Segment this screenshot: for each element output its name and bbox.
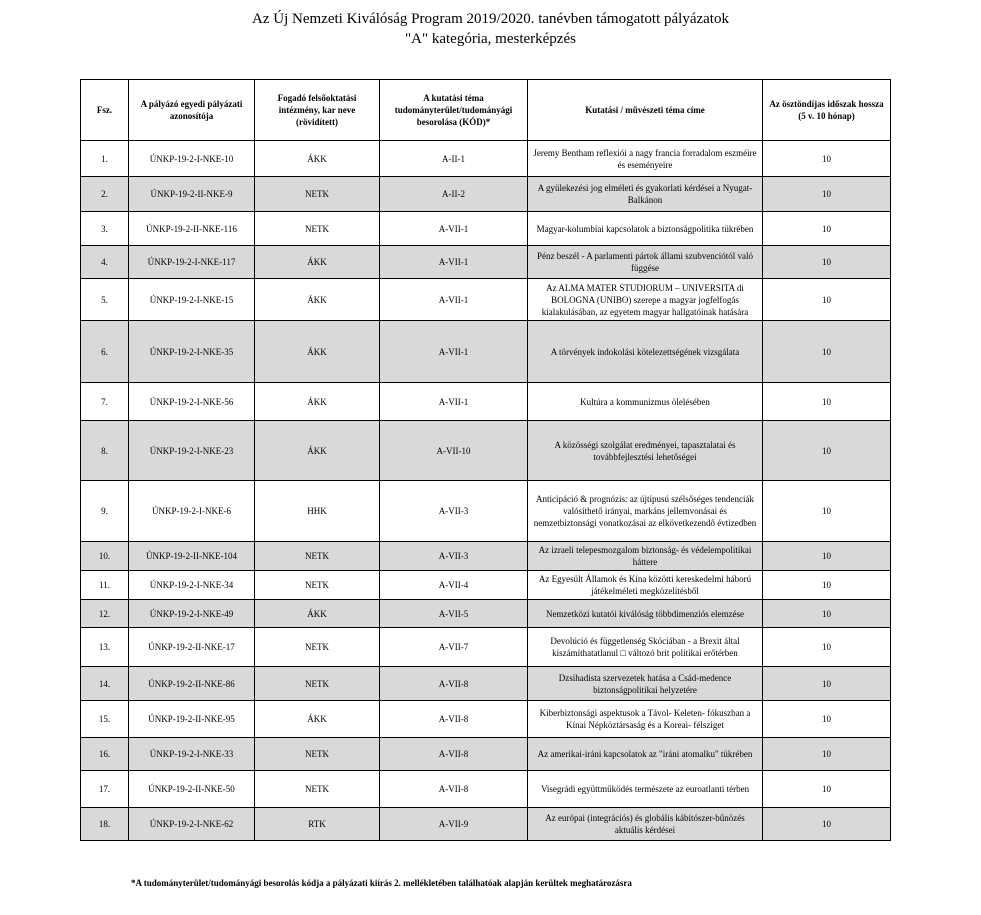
cell-fsz: 10.	[81, 542, 129, 571]
table-row	[81, 771, 891, 808]
cell-institution: ÁKK	[255, 600, 380, 628]
cell-fsz: 6.	[81, 321, 129, 383]
table-row	[81, 628, 891, 667]
cell-fsz: 2.	[81, 177, 129, 212]
cell-code: A-II-2	[380, 177, 528, 212]
cell-months: 10	[763, 808, 891, 841]
cell-institution: ÁKK	[255, 141, 380, 177]
cell-months: 10	[763, 667, 891, 701]
cell-months: 10	[763, 141, 891, 177]
cell-fsz: 3.	[81, 212, 129, 246]
cell-institution: ÁKK	[255, 279, 380, 321]
cell-topic: Az európai (integrációs) és globális kábítószer-bűnözés aktuális kérdései	[528, 808, 763, 841]
cell-code: A-VII-10	[380, 421, 528, 481]
header-id: A pályázó egyedi pályázati azonosítója	[129, 80, 255, 141]
cell-id: ÚNKP-19-2-I-NKE-33	[129, 738, 255, 771]
cell-fsz: 12.	[81, 600, 129, 628]
cell-id: ÚNKP-19-2-I-NKE-117	[129, 246, 255, 279]
cell-id: ÚNKP-19-2-II-NKE-95	[129, 701, 255, 738]
table-row	[81, 383, 891, 421]
cell-code: A-VII-1	[380, 246, 528, 279]
cell-id: ÚNKP-19-2-I-NKE-23	[129, 421, 255, 481]
cell-code: A-VII-3	[380, 542, 528, 571]
table-row	[81, 542, 891, 571]
cell-institution: NETK	[255, 571, 380, 600]
cell-months: 10	[763, 321, 891, 383]
cell-topic: A közösségi szolgálat eredményei, tapasztalatai és továbbfejlesztési lehetőségei	[528, 421, 763, 481]
cell-fsz: 13.	[81, 628, 129, 667]
cell-months: 10	[763, 771, 891, 808]
cell-fsz: 18.	[81, 808, 129, 841]
cell-months: 10	[763, 738, 891, 771]
cell-fsz: 14.	[81, 667, 129, 701]
cell-id: ÚNKP-19-2-I-NKE-56	[129, 383, 255, 421]
table-row	[81, 571, 891, 600]
cell-topic: Pénz beszél - A parlamenti pártok állami szubvenciótól való függése	[528, 246, 763, 279]
cell-fsz: 7.	[81, 383, 129, 421]
cell-topic: Dzsihadista szervezetek hatása a Csád-medence biztonságpolitikai helyzetére	[528, 667, 763, 701]
page-subtitle: "A" kategória, mesterképzés	[405, 31, 576, 47]
cell-months: 10	[763, 279, 891, 321]
table-row	[81, 600, 891, 628]
cell-institution: NETK	[255, 177, 380, 212]
cell-id: ÚNKP-19-2-I-NKE-35	[129, 321, 255, 383]
grants-table	[80, 79, 891, 841]
header-row	[81, 80, 891, 141]
cell-id: ÚNKP-19-2-II-NKE-86	[129, 667, 255, 701]
cell-topic: Devolúció és függetlenség Skóciában - a Brexit által kiszámíthatatlanul □ változó brit politikai erőtérben	[528, 628, 763, 667]
table-row	[81, 141, 891, 177]
cell-institution: RTK	[255, 808, 380, 841]
cell-code: A-VII-5	[380, 600, 528, 628]
cell-topic: Kultúra a kommunizmus ölelésében	[528, 383, 763, 421]
cell-code: A-II-1	[380, 141, 528, 177]
cell-code: A-VII-1	[380, 212, 528, 246]
cell-topic: A gyülekezési jog elméleti és gyakorlati kérdései a Nyugat-Balkánon	[528, 177, 763, 212]
header-months: Az ösztöndíjas időszak hossza (5 v. 10 hónap)	[763, 80, 891, 141]
header-institution: Fogadó felsőoktatási intézmény, kar neve (rövidített)	[255, 80, 380, 141]
cell-months: 10	[763, 701, 891, 738]
cell-code: A-VII-9	[380, 808, 528, 841]
table-row	[81, 212, 891, 246]
cell-id: ÚNKP-19-2-II-NKE-104	[129, 542, 255, 571]
cell-topic: Az izraeli telepesmozgalom biztonság- és védelempolitikai háttere	[528, 542, 763, 571]
table-row	[81, 701, 891, 738]
cell-fsz: 15.	[81, 701, 129, 738]
table-row	[81, 481, 891, 542]
cell-id: ÚNKP-19-2-I-NKE-49	[129, 600, 255, 628]
cell-months: 10	[763, 177, 891, 212]
cell-id: ÚNKP-19-2-II-NKE-17	[129, 628, 255, 667]
cell-months: 10	[763, 421, 891, 481]
cell-code: A-VII-3	[380, 481, 528, 542]
cell-code: A-VII-8	[380, 738, 528, 771]
cell-fsz: 17.	[81, 771, 129, 808]
table-row	[81, 279, 891, 321]
cell-topic: Az Egyesült Államok és Kína közötti kereskedelmi háború játékelméleti megközelítésből	[528, 571, 763, 600]
cell-months: 10	[763, 600, 891, 628]
cell-fsz: 5.	[81, 279, 129, 321]
footnote: *A tudományterület/tudományági besorolás kódja a pályázati kiírás 2. mellékletében találhatóak alapján kerültek meghatározásra	[131, 878, 632, 888]
cell-id: ÚNKP-19-2-I-NKE-15	[129, 279, 255, 321]
cell-months: 10	[763, 571, 891, 600]
cell-topic: Az ALMA MATER STUDIORUM – UNIVERSITA di BOLOGNA (UNIBO) szerepe a magyar jogfelfogás kialakulásában, az egyetem magyar hallgatóinak hatására	[528, 279, 763, 321]
cell-topic: Kiberbiztonsági aspektusok a Távol- Keleten- fókuszban a Kínai Népköztársaság és a Koreai- félsziget	[528, 701, 763, 738]
cell-fsz: 16.	[81, 738, 129, 771]
cell-fsz: 8.	[81, 421, 129, 481]
cell-institution: ÁKK	[255, 421, 380, 481]
cell-institution: NETK	[255, 628, 380, 667]
cell-institution: NETK	[255, 667, 380, 701]
cell-topic: A törvények indokolási kötelezettségének vizsgálata	[528, 321, 763, 383]
table-row	[81, 321, 891, 383]
cell-institution: ÁKK	[255, 383, 380, 421]
cell-institution: HHK	[255, 481, 380, 542]
cell-topic: Magyar-kolumbiai kapcsolatok a biztonságpolitika tükrében	[528, 212, 763, 246]
cell-months: 10	[763, 383, 891, 421]
cell-id: ÚNKP-19-2-II-NKE-50	[129, 771, 255, 808]
cell-fsz: 11.	[81, 571, 129, 600]
cell-code: A-VII-7	[380, 628, 528, 667]
cell-months: 10	[763, 542, 891, 571]
header-fsz: Fsz.	[81, 80, 129, 141]
cell-topic: Nemzetközi kutatói kiválóság többdimenziós elemzése	[528, 600, 763, 628]
table-body	[81, 141, 891, 841]
cell-topic: Anticipáció & prognózis: az újtípusú szélsőséges tendenciák valósíthető irányai, markáns jellemvonásai és nemzetbiztonsági vonatkozásai az elkövetkezendő évtizedben	[528, 481, 763, 542]
table-row	[81, 246, 891, 279]
cell-id: ÚNKP-19-2-I-NKE-10	[129, 141, 255, 177]
cell-topic: Az amerikai-iráni kapcsolatok az "iráni atomalku" tükrében	[528, 738, 763, 771]
cell-months: 10	[763, 628, 891, 667]
cell-fsz: 1.	[81, 141, 129, 177]
cell-id: ÚNKP-19-2-II-NKE-116	[129, 212, 255, 246]
cell-institution: ÁKK	[255, 246, 380, 279]
table-row	[81, 421, 891, 481]
cell-fsz: 9.	[81, 481, 129, 542]
cell-months: 10	[763, 212, 891, 246]
cell-institution: NETK	[255, 738, 380, 771]
page-title: Az Új Nemzeti Kiválóság Program 2019/2020. tanévben támogatott pályázatok	[252, 11, 729, 27]
cell-id: ÚNKP-19-2-I-NKE-62	[129, 808, 255, 841]
cell-institution: ÁKK	[255, 321, 380, 383]
cell-months: 10	[763, 246, 891, 279]
cell-topic: Visegrádi együttműködés természete az euroatlanti térben	[528, 771, 763, 808]
cell-code: A-VII-4	[380, 571, 528, 600]
cell-institution: NETK	[255, 212, 380, 246]
header-code: A kutatási téma tudományterület/tudományági besorolása (KÓD)*	[380, 80, 528, 141]
table-row	[81, 667, 891, 701]
table-row	[81, 738, 891, 771]
cell-code: A-VII-8	[380, 701, 528, 738]
cell-institution: ÁKK	[255, 701, 380, 738]
cell-code: A-VII-1	[380, 321, 528, 383]
cell-id: ÚNKP-19-2-I-NKE-34	[129, 571, 255, 600]
table-row	[81, 808, 891, 841]
cell-code: A-VII-1	[380, 383, 528, 421]
header-topic: Kutatási / művészeti téma címe	[528, 80, 763, 141]
cell-id: ÚNKP-19-2-II-NKE-9	[129, 177, 255, 212]
cell-id: ÚNKP-19-2-I-NKE-6	[129, 481, 255, 542]
table-row	[81, 177, 891, 212]
cell-code: A-VII-8	[380, 771, 528, 808]
cell-code: A-VII-8	[380, 667, 528, 701]
cell-institution: NETK	[255, 542, 380, 571]
cell-fsz: 4.	[81, 246, 129, 279]
cell-topic: Jeremy Bentham reflexiói a nagy francia forradalom eszméire és eseményeire	[528, 141, 763, 177]
cell-code: A-VII-1	[380, 279, 528, 321]
cell-months: 10	[763, 481, 891, 542]
cell-institution: NETK	[255, 771, 380, 808]
